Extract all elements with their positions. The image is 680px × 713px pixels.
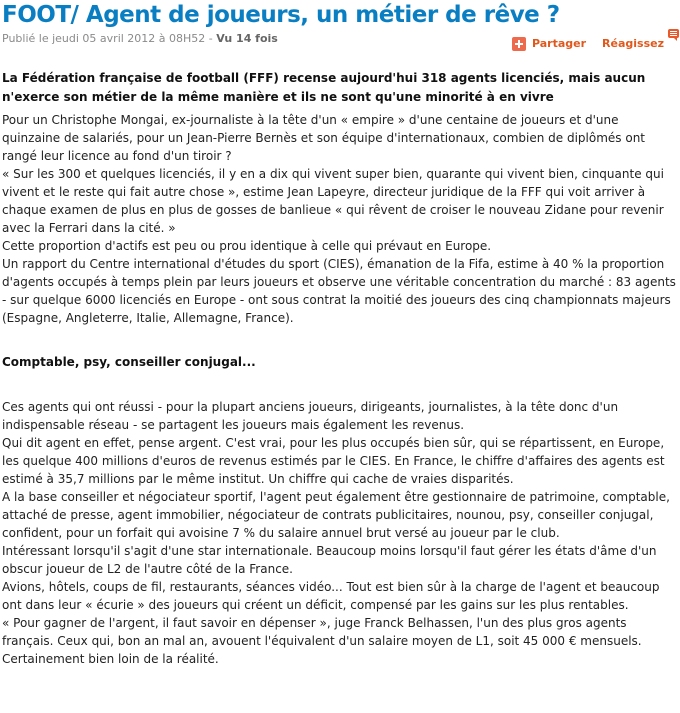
view-count: Vu 14 fois (216, 32, 278, 45)
publish-date: Publié le jeudi 05 avril 2012 à 08H52 - (2, 32, 217, 45)
paragraph: Qui dit agent en effet, pense argent. C'est vrai, pour les plus occupés bien sûr, qui se répartissent, en Europe, les quelque 400 millions d'euros de revenus estimés par le CIES. En France, le chiffre d'affaires des agents est estimé à 35,7 millions par le même institut. Un chiffre qui cache de vraies disparités. (2, 436, 665, 486)
paragraph: Avions, hôtels, coups de fil, restaurants, séances vidéo... Tout est bien sûr à la charge de l'agent et beaucoup ont dans leur « écurie » des joueurs qui créent un déficit, compensé par les gains sur les plus rentables. (2, 580, 660, 612)
article-section-2 (2, 371, 680, 672)
article-actions (512, 37, 664, 51)
paragraph: Intéressant lorsqu'il s'agit d'une star internationale. Beaucoup moins lorsqu'il faut gérer les états d'âme d'un obscur joueur de L2 de l'autre côté de la France. (2, 544, 657, 576)
paragraph: Un rapport du Centre international d'études du sport (CIES), émanation de la Fifa, estime à 40 % la proportion d'agents occupés à temps plein par leurs joueurs et observe une véritable concentration du marché : 83 agents - sur quelque 6000 licenciés en Europe - ont sous contrat la moitié des joueurs des cinq championnats majeurs (Espagne, Angleterre, Italie, Allemagne, France). (2, 257, 676, 325)
paragraph: A la base conseiller et négociateur sportif, l'agent peut également être gestionnaire de patrimoine, comptable, attaché de presse, agent immobilier, négociateur de contrats publicitaires, nounou, psy, conseiller conjugal, confident, pour un forfait qui avoisine 7 % du salaire annuel brut versé au joueur par le club. (2, 490, 670, 540)
plus-icon[interactable] (512, 37, 526, 51)
meta-row (0, 30, 680, 64)
share-link[interactable]: Partager (531, 37, 587, 50)
article-title: FOOT/ Agent de joueurs, un métier de rêve ? (2, 2, 560, 28)
paragraph: Cette proportion d'actifs est peu ou prou identique à celle qui prévaut en Europe. (2, 239, 492, 253)
section-subheading: Comptable, psy, conseiller conjugal... (2, 355, 256, 369)
paragraph: « Pour gagner de l'argent, il faut savoir en dépenser », juge Franck Belhassen, l'un des plus gros agents français. Ceux qui, bon an mal an, avouent l'équivalent d'un salaire moyen de L1, soit 45 000 € mensuels. Certainement bien loin de la réalité. (2, 616, 642, 666)
paragraph: Pour un Christophe Mongai, ex-journaliste à la tête d'un « empire » d'une centaine de joueurs et d'une quinzaine de salariés, pour un Jean-Pierre Bernès et son équipe d'internationaux, combien de diplômés ont rangé leur licence au fond d'un tiroir ? (2, 113, 646, 163)
comment-bubble-icon[interactable] (668, 29, 679, 38)
paragraph: Ces agents qui ont réussi - pour la plupart anciens joueurs, dirigeants, journalistes, à la tête donc d'un indispensable réseau - se partagent les joueurs mais également les revenus. (2, 400, 619, 432)
article-section-1 (2, 107, 680, 327)
paragraph: « Sur les 300 et quelques licenciés, il y en a dix qui vivent super bien, quarante qui vivent bien, cinquante qui vivent et le reste qui fait autre chose », estime Jean Lapeyre, directeur juridique de la FFF qui voit arriver à chaque examen de plus en plus de gosses de banlieue « qui rêvent de croiser le nouveau Zidane pour revenir avec la Ferrari dans la cité. » (2, 167, 664, 235)
article-lead: La Fédération française de football (FFF) recense aujourd'hui 318 agents licenciés, mais aucun n'exerce son métier de la même manière et ils ne sont qu'une minorité à en vivre (2, 71, 646, 104)
react-link[interactable]: Réagissez (602, 37, 664, 50)
publish-meta (2, 32, 278, 46)
